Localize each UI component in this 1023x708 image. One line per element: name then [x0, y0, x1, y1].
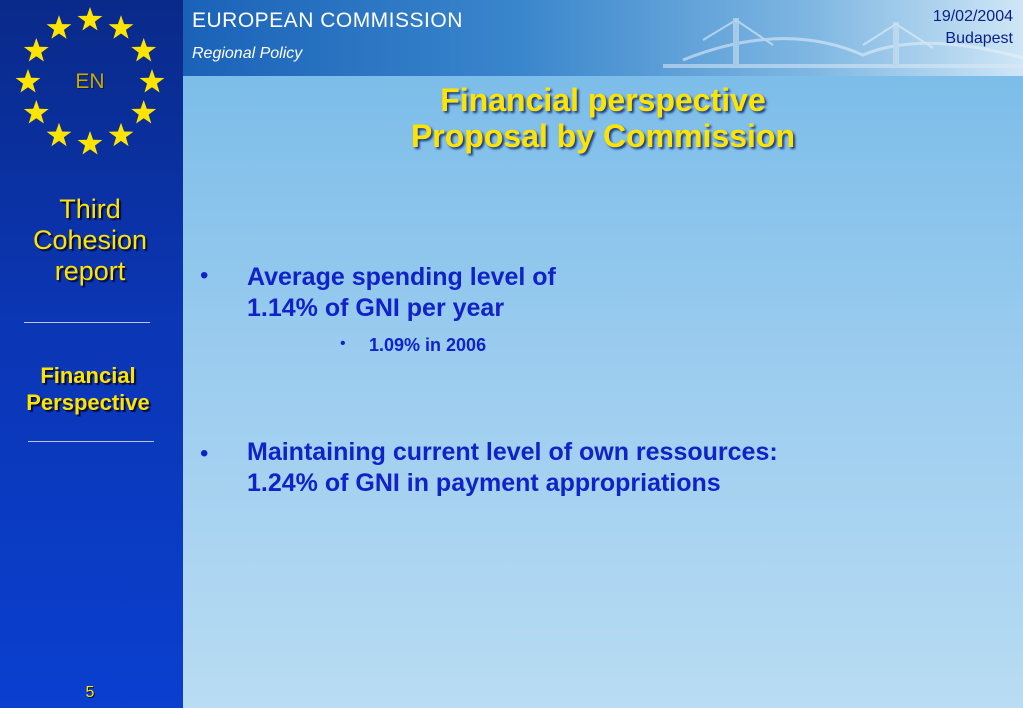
department-name: Regional Policy: [192, 45, 303, 62]
flag-star-icon: [47, 123, 72, 147]
bullet-item: Maintaining current level of own ressources: 1.24% of GNI in payment appropriations: [247, 438, 778, 497]
flag-star-icon: [109, 123, 134, 147]
sub-bullet-dot-icon: •: [340, 335, 346, 352]
sidebar: [0, 0, 183, 708]
bullet-dot-icon: •: [200, 262, 209, 289]
divider-top: [24, 322, 150, 323]
flag-star-icon: [131, 100, 156, 124]
flag-star-icon: [78, 131, 103, 155]
flag-star-icon: [47, 15, 72, 39]
sub-bullet-item: 1.09% in 2006: [369, 335, 487, 355]
slide-date: 19/02/2004: [932, 8, 1013, 25]
bullet-item: Average spending level of 1.14% of GNI per year: [247, 263, 556, 322]
divider-bottom: [28, 441, 154, 442]
section-label: Financial Perspective: [26, 363, 150, 415]
slide-content: [183, 76, 1023, 708]
report-title: Third Cohesion report: [32, 194, 148, 286]
flag-star-icon: [131, 38, 156, 62]
slide-location: Budapest: [945, 30, 1013, 47]
flag-star-icon: [24, 38, 49, 62]
flag-star-icon: [24, 100, 49, 124]
date-location: [933, 6, 1013, 50]
slide-title: Financial perspective Proposal by Commission: [410, 82, 796, 154]
language-label: EN: [75, 70, 105, 93]
page-number: 5: [85, 684, 95, 701]
flag-star-icon: [109, 15, 134, 39]
bullet-dot-icon: •: [200, 440, 209, 467]
organization-name: EUROPEAN COMMISSION: [192, 9, 463, 32]
flag-star-icon: [78, 7, 103, 31]
